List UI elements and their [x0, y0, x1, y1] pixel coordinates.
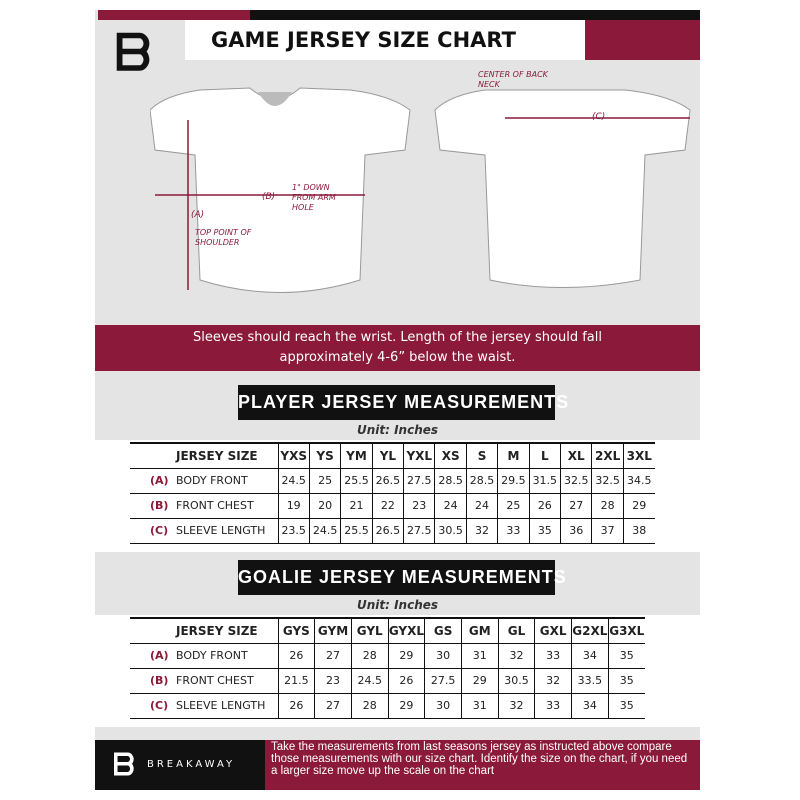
- measurement-cell: 37: [592, 518, 623, 543]
- measurement-cell: 29: [388, 693, 425, 718]
- measurement-cell: 33: [535, 693, 572, 718]
- measurement-cell: 32: [466, 518, 497, 543]
- row-letter: (A): [150, 474, 169, 487]
- top-dark-bar: [250, 10, 700, 20]
- measurement-cell: 29: [388, 643, 425, 668]
- measurement-cell: 24.5: [351, 668, 388, 693]
- measurement-cell: 28.5: [435, 468, 466, 493]
- measurement-cell: 31: [461, 643, 498, 668]
- measurement-cell: 27: [315, 643, 352, 668]
- measurement-cell: 34.5: [623, 468, 654, 493]
- measurement-cell: 25.5: [341, 468, 372, 493]
- goalie-section-title: GOALIE JERSEY MEASUREMENTS: [238, 560, 555, 595]
- measurement-cell: 33: [535, 643, 572, 668]
- footer-brand: [95, 740, 265, 790]
- row-letter: (B): [150, 674, 169, 687]
- measurement-cell: 24.5: [309, 518, 340, 543]
- measurement-cell: 27: [561, 493, 592, 518]
- measurement-cell: 28.5: [466, 468, 497, 493]
- measurement-cell: 21.5: [278, 668, 315, 693]
- player-table: [130, 442, 655, 544]
- measurement-cell: 28: [351, 643, 388, 668]
- measurement-cell: 28: [592, 493, 623, 518]
- measurement-cell: 27.5: [404, 518, 435, 543]
- row-label: [130, 643, 278, 668]
- size-header: G3XL: [608, 618, 645, 643]
- measurement-cell: 32: [498, 693, 535, 718]
- measurement-cell: 29.5: [498, 468, 529, 493]
- measurement-cell: 30: [425, 643, 462, 668]
- measurement-cell: 36: [561, 518, 592, 543]
- measurement-cell: 34: [572, 643, 609, 668]
- player-table-wrap: [95, 440, 700, 552]
- size-header: YXL: [404, 443, 435, 468]
- row-label: [130, 468, 278, 493]
- fit-instructions-text: Sleeves should reach the wrist. Length of the jersey should fall approximately 4-6” below the waist.: [192, 330, 602, 365]
- goalie-table-wrap: [95, 615, 700, 727]
- measurement-cell: 35: [608, 643, 645, 668]
- measurement-cell: 25: [498, 493, 529, 518]
- measurement-cell: 32.5: [561, 468, 592, 493]
- measurement-cell: 33.5: [572, 668, 609, 693]
- measurement-cell: 29: [461, 668, 498, 693]
- row-name: SLEEVE LENGTH: [176, 699, 266, 712]
- footer-logo: ᗷ: [113, 748, 135, 783]
- size-header: S: [466, 443, 497, 468]
- measurement-cell: 24: [435, 493, 466, 518]
- measurement-cell: 26.5: [372, 468, 403, 493]
- measurement-cell: 35: [608, 693, 645, 718]
- size-header-row: [130, 618, 645, 643]
- measurement-row: [130, 643, 645, 668]
- size-header: GS: [425, 618, 462, 643]
- size-header: YS: [309, 443, 340, 468]
- measurement-cell: 28: [351, 693, 388, 718]
- measurement-row: [130, 493, 655, 518]
- top-point-label: TOP POINT OF SHOULDER: [195, 228, 252, 247]
- row-name: BODY FRONT: [176, 474, 248, 487]
- measurement-cell: 21: [341, 493, 372, 518]
- size-header: GXL: [535, 618, 572, 643]
- measurement-cell: 31: [461, 693, 498, 718]
- size-header: GYXL: [388, 618, 425, 643]
- measurement-row: [130, 468, 655, 493]
- size-header: YM: [341, 443, 372, 468]
- brand-logo: ᗷ: [115, 24, 152, 82]
- row-name: SLEEVE LENGTH: [176, 524, 266, 537]
- row-letter: (C): [150, 524, 169, 537]
- size-header: GYL: [351, 618, 388, 643]
- size-header: GL: [498, 618, 535, 643]
- jersey-size-header: JERSEY SIZE: [130, 618, 278, 643]
- measurement-cell: 34: [572, 693, 609, 718]
- measurement-cell: 27.5: [425, 668, 462, 693]
- measurement-cell: 26: [278, 693, 315, 718]
- measurement-row: [130, 668, 645, 693]
- measurement-cell: 19: [278, 493, 309, 518]
- measurement-cell: 30: [425, 693, 462, 718]
- jersey-diagram: [150, 80, 700, 310]
- row-label: [130, 493, 278, 518]
- measurement-cell: 22: [372, 493, 403, 518]
- size-chart-page: [95, 10, 700, 790]
- measurement-cell: 35: [529, 518, 560, 543]
- row-label: [130, 693, 278, 718]
- row-name: FRONT CHEST: [176, 499, 254, 512]
- row-name: FRONT CHEST: [176, 674, 254, 687]
- measurement-row: [130, 693, 645, 718]
- measurement-cell: 38: [623, 518, 654, 543]
- measurement-cell: 32: [498, 643, 535, 668]
- label-a: (A): [191, 210, 205, 220]
- measurement-cell: 23: [315, 668, 352, 693]
- brand-name: BREAKAWAY: [147, 759, 236, 770]
- measurement-row: [130, 518, 655, 543]
- size-header-row: [130, 443, 655, 468]
- measurement-cell: 27.5: [404, 468, 435, 493]
- row-name: BODY FRONT: [176, 649, 248, 662]
- measurement-cell: 26: [388, 668, 425, 693]
- measurement-cell: 29: [623, 493, 654, 518]
- size-header: XL: [561, 443, 592, 468]
- measurement-cell: 23.5: [278, 518, 309, 543]
- measurement-cell: 33: [498, 518, 529, 543]
- page-title: GAME JERSEY SIZE CHART: [185, 20, 585, 60]
- row-label: [130, 518, 278, 543]
- measurement-cell: 30.5: [435, 518, 466, 543]
- fit-instructions: [95, 325, 700, 371]
- top-accent-bar: [98, 10, 250, 20]
- measurement-cell: 20: [309, 493, 340, 518]
- measurement-cell: 30.5: [498, 668, 535, 693]
- measurement-cell: 26: [278, 643, 315, 668]
- measurement-cell: 26: [529, 493, 560, 518]
- label-b: (B): [262, 192, 276, 202]
- measurement-cell: 32.5: [592, 468, 623, 493]
- size-header: GM: [461, 618, 498, 643]
- measurement-cell: 24.5: [278, 468, 309, 493]
- size-header: XS: [435, 443, 466, 468]
- jersey-size-header: JERSEY SIZE: [130, 443, 278, 468]
- measurement-cell: 25: [309, 468, 340, 493]
- footer-instructions: Take the measurements from last seasons jersey as instructed above compare those measurements with our size chart. Identify the size on the chart, if you need a larger size move up the scale on the chart: [265, 740, 700, 790]
- row-letter: (C): [150, 699, 169, 712]
- size-header: L: [529, 443, 560, 468]
- size-header: YL: [372, 443, 403, 468]
- measurement-cell: 31.5: [529, 468, 560, 493]
- measurement-cell: 35: [608, 668, 645, 693]
- arm-hole-label: 1" DOWN FROM ARM HOLE: [292, 183, 336, 212]
- row-letter: (A): [150, 649, 169, 662]
- label-c: (C): [592, 112, 606, 122]
- size-header: YXS: [278, 443, 309, 468]
- goalie-unit: Unit: Inches: [356, 598, 439, 612]
- size-header: 3XL: [623, 443, 654, 468]
- row-label: [130, 668, 278, 693]
- size-header: G2XL: [572, 618, 609, 643]
- size-header: GYS: [278, 618, 315, 643]
- player-section-title: PLAYER JERSEY MEASUREMENTS: [238, 385, 555, 420]
- measurement-cell: 32: [535, 668, 572, 693]
- size-header: GYM: [315, 618, 352, 643]
- goalie-table: [130, 617, 645, 719]
- title-accent: [585, 20, 700, 60]
- measurement-cell: 26.5: [372, 518, 403, 543]
- measurement-cell: 23: [404, 493, 435, 518]
- center-back-neck-label: CENTER OF BACK NECK: [478, 70, 548, 89]
- size-header: M: [498, 443, 529, 468]
- measurement-cell: 25.5: [341, 518, 372, 543]
- measurement-cell: 24: [466, 493, 497, 518]
- measurement-cell: 27: [315, 693, 352, 718]
- player-unit: Unit: Inches: [356, 423, 439, 437]
- row-letter: (B): [150, 499, 169, 512]
- size-header: 2XL: [592, 443, 623, 468]
